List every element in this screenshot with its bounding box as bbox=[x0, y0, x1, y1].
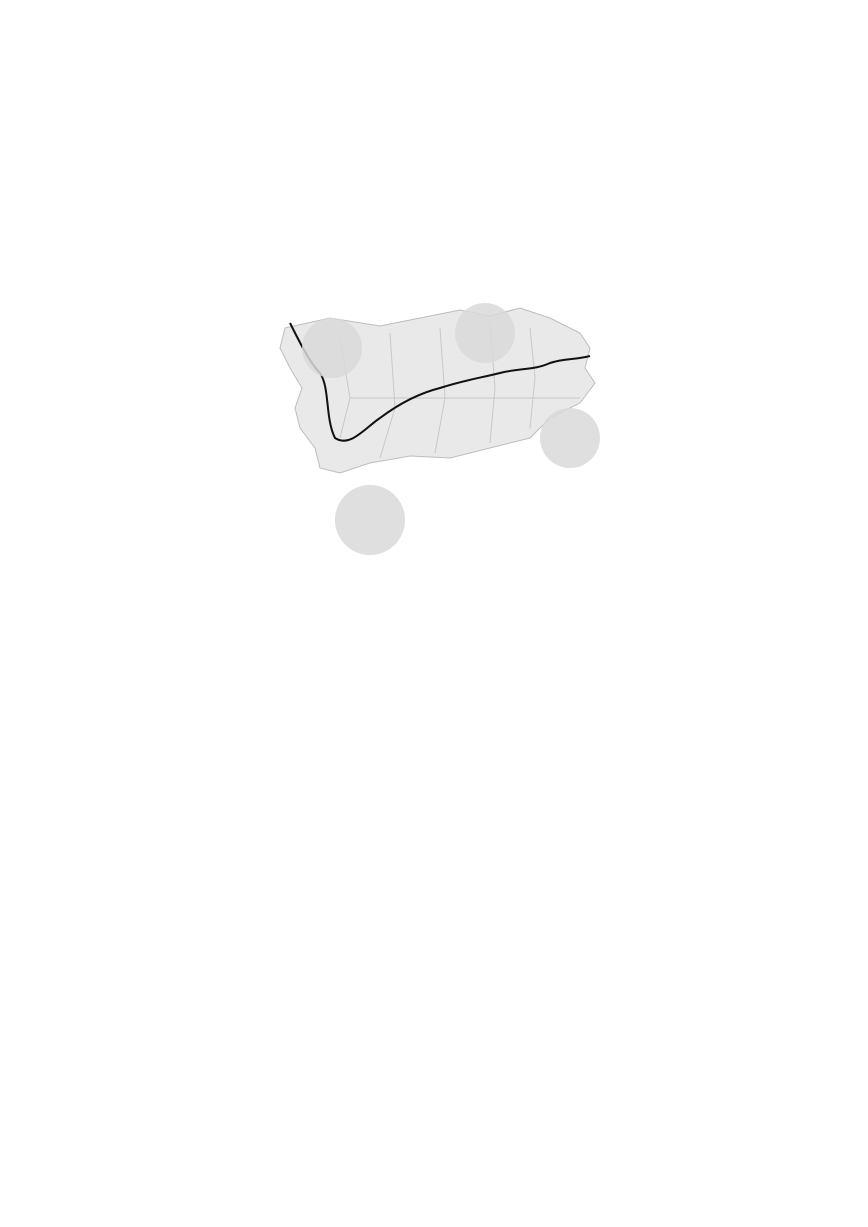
bubble-wings bbox=[455, 303, 515, 363]
question-1-options bbox=[134, 764, 774, 802]
bubble-poles bbox=[540, 408, 600, 468]
yangtze-economic-belt-figure bbox=[190, 288, 730, 598]
bubble-multipoint bbox=[335, 485, 405, 555]
bubble-axis bbox=[302, 318, 362, 378]
